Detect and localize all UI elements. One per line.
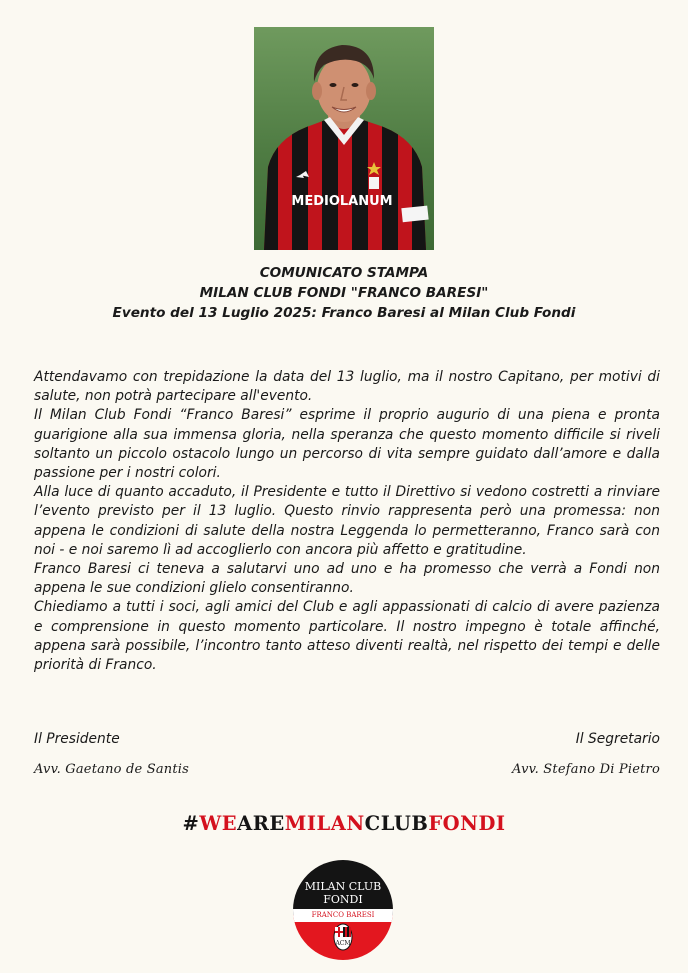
press-release-heading [0, 263, 688, 323]
heading-line-3: Evento del 13 Luglio 2025: Franco Baresi al Milan Club Fondi [112, 305, 576, 321]
heading-line-1: COMUNICATO STAMPA [259, 265, 429, 281]
hashtag-are: ARE [237, 812, 285, 835]
hashtag-hash: # [182, 812, 200, 835]
hashtag-banner [0, 812, 688, 835]
body-paragraph-2: Il Milan Club Fondi “Franco Baresi” esprime il proprio augurio di una piena e pronta guarigione alla sua immensa gloria, nella speranza che questo momento difficile si riveli soltanto un piccolo ostacolo lungo un percorso di vita sempre guidato dall’amore e dalla passione per i nostri colori. [34, 407, 660, 482]
president-role: Il Presidente [34, 731, 120, 747]
club-logo [293, 860, 393, 960]
press-release-body [34, 368, 660, 675]
milan-crest-icon [333, 923, 353, 951]
body-paragraph-4: Franco Baresi ci teneva a salutarvi uno ad uno e ha promesso che verrà a Fondi non appena le sue condizioni glielo consentiranno. [34, 561, 660, 597]
logo-line-1: MILAN CLUB [304, 880, 382, 893]
secretary-role: Il Segretario [575, 731, 660, 747]
president-signature: Avv. Gaetano de Santis [34, 762, 190, 777]
body-paragraph-1: Attendavamo con trepidazione la data del 13 luglio, ma il nostro Capitano, per motivi di salute, non potrà partecipare all'evento. [34, 369, 660, 405]
svg-text:ACM: ACM [335, 940, 351, 947]
heading-line-2: MILAN CLUB FONDI "FRANCO BARESI" [199, 285, 489, 301]
jersey-sponsor: MEDIOLANUM [291, 194, 393, 209]
player-photo [254, 27, 434, 250]
hashtag-we: WE [199, 812, 238, 835]
hashtag-fondi: FONDI [428, 812, 506, 835]
secretary-signature: Avv. Stefano Di Pietro [512, 762, 660, 777]
body-paragraph-5: Chiediamo a tutti i soci, agli amici del Club e agli appassionati di calcio di avere pazienza e comprensione in questo momento particolare. Il nostro impegno è totale affinché, appena sarà possibile, l’incontro tanto atteso diventi realtà, nel rispetto dei tempi e delle priorità di Franco. [34, 599, 660, 674]
body-paragraph-3: Alla luce di quanto accaduto, il Presidente e tutto il Direttivo si vedono costretti a rinviare l’evento previsto per il 13 luglio. Questo rinvio rappresenta però una promessa: non appena le condizioni di salute della nostra Leggenda lo permetteranno, Franco sarà con noi - e noi saremo lì ad accoglierlo con ancora più affetto e gratitudine. [34, 484, 660, 558]
hashtag-milan: MILAN [284, 812, 365, 835]
logo-line-2: FONDI [323, 893, 363, 906]
logo-line-3: FRANCO BARESI [311, 911, 375, 919]
hashtag-club: CLUB [364, 812, 429, 835]
